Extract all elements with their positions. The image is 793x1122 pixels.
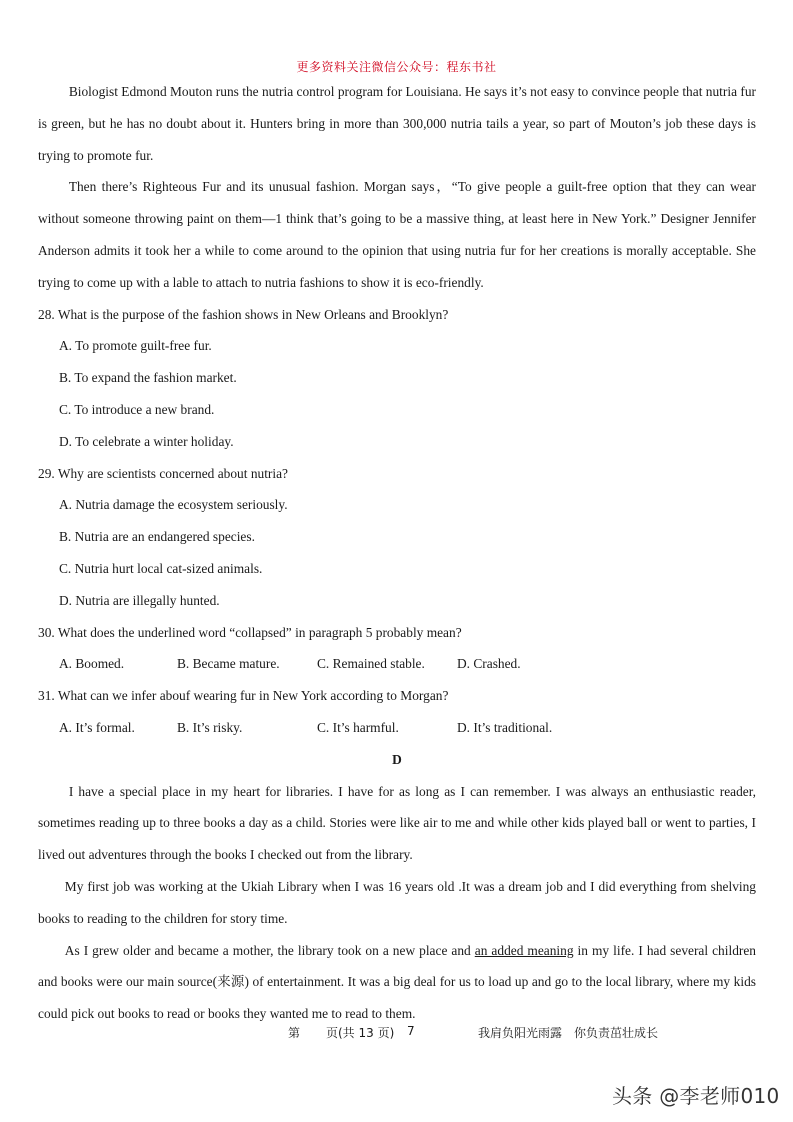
question-30-option-d: D. Crashed. [457, 656, 521, 672]
passage-c-paragraph-1: Biologist Edmond Mouton runs the nutria control program for Louisiana. He says it’s not easy to convince people that nutria fur is green, but he has no doubt about it. Hunters bring in more than 300,000 nutria tails a year, so part of Mouton’s job these days is trying to promote fur. [38, 84, 756, 163]
footer-page-number: 7 [407, 1024, 415, 1038]
question-31-option-a: A. It’s formal. [59, 719, 135, 735]
question-30-option-c: C. Remained stable. [317, 656, 425, 672]
question-31-stem: 31. What can we infer abouf wearing fur in New York according to Morgan? [38, 688, 449, 704]
underlined-phrase: an added meaning [474, 942, 574, 958]
passage-d-paragraph-3 [38, 935, 756, 1030]
watermark: 头条 @李老师010 [612, 1084, 780, 1108]
question-30-options [38, 648, 756, 680]
page-content [38, 76, 756, 1030]
question-31-option-b: B. It’s risky. [177, 719, 243, 735]
question-28-option-a: A. To promote guilt-free fur. [59, 338, 212, 354]
passage-d-paragraph-3-end: in my life. I had several children and books were our main source(来源) of entertainment. It was a big deal for us to load up and go to the local library, where my kids could pick out books to read or books they wanted me to read to them. [38, 942, 756, 1022]
passage-d-paragraph-3-start: As I grew older and became a mother, the library took on a new place and [64, 942, 475, 958]
question-29-option-c: C. Nutria hurt local cat-sized animals. [59, 560, 263, 576]
question-31-option-c: C. It’s harmful. [317, 719, 399, 735]
passage-d-paragraph-2: My first job was working at the Ukiah Library when I was 16 years old .It was a dream job and I did everything from shelving books to reading to the children for story time. [38, 878, 756, 926]
footer-page-label-start: 第 [288, 1026, 301, 1040]
section-d-title: D [392, 751, 402, 767]
passage-c-paragraph-2: Then there’s Righteous Fur and its unusual fashion. Morgan says，“To give people a guilt-free option that they can wear without someone throwing paint on them—1 think that’s going to be a massive thing, at least here in New York.” Designer Jennifer Anderson admits it took her a while to come around to the opinion that using nutria fur for her creations is morally acceptable. She trying to come up with a lable to attach to nutria fashions to show it is eco-friendly. [38, 179, 756, 290]
question-30-option-a: A. Boomed. [59, 656, 125, 672]
footer-page-total: 页(共 13 页) [326, 1026, 395, 1040]
question-30-option-b: B. Became mature. [177, 656, 280, 672]
footer-motto: 我肩负阳光雨露 你负责茁壮成长 [478, 1026, 659, 1040]
question-28-option-d: D. To celebrate a winter holiday. [59, 433, 234, 449]
question-28-stem: 28. What is the purpose of the fashion shows in New Orleans and Brooklyn? [38, 306, 449, 322]
header-note: 更多资料关注微信公众号：程东书社 [296, 60, 497, 74]
question-29-option-b: B. Nutria are an endangered species. [59, 529, 255, 545]
question-28-option-b: B. To expand the fashion market. [59, 370, 237, 386]
question-29-option-a: A. Nutria damage the ecosystem seriously. [59, 497, 288, 513]
question-29-option-d: D. Nutria are illegally hunted. [59, 592, 220, 608]
question-31-option-d: D. It’s traditional. [457, 719, 553, 735]
question-31-options [38, 712, 756, 744]
passage-d-paragraph-1: I have a special place in my heart for libraries. I have for as long as I can remember. I was always an enthusiastic reader, sometimes reading up to three books a day as a child. Stories were like air to me and while other kids played ball or went to parties, I lived out adventures through the books I checked out from the library. [38, 783, 756, 863]
question-28-option-c: C. To introduce a new brand. [59, 401, 215, 417]
question-29-stem: 29. Why are scientists concerned about nutria? [38, 465, 288, 481]
question-30-stem: 30. What does the underlined word “collapsed” in paragraph 5 probably mean? [38, 624, 462, 640]
